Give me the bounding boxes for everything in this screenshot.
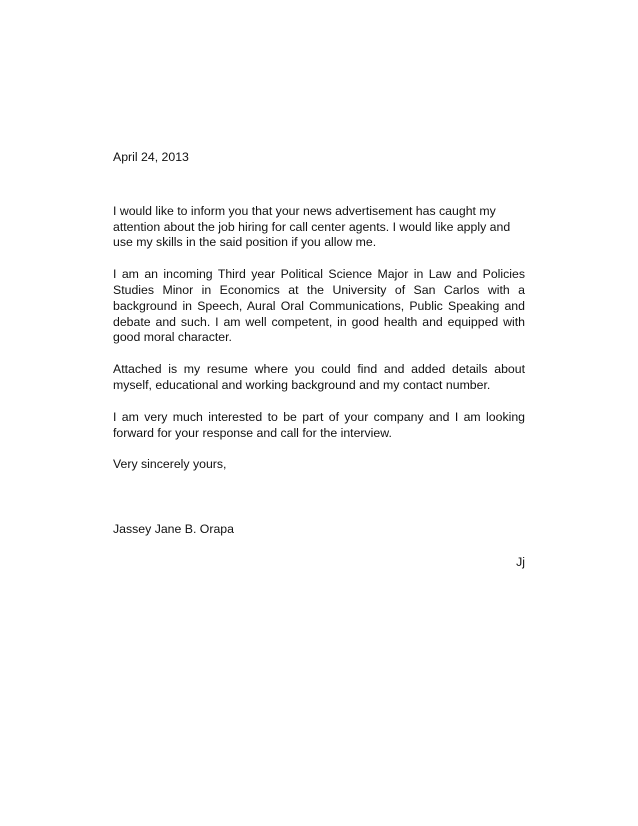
letter-paragraph-intro: I would like to inform you that your news advertisement has caught my attention about the job hiring for call center agents. I would like apply and use my skills in the said position if you allow me. bbox=[113, 203, 511, 250]
letter-paragraph-background: I am an incoming Third year Political Science Major in Law and Policies Studies Minor in Economics at the University of San Carlos with a background in Speech, Aural Oral Communications, Public Speaking and debate and such. I am well competent, in good health and equipped with good moral character. bbox=[113, 267, 525, 345]
letter-closing: Very sincerely yours, bbox=[113, 457, 227, 472]
letter-date: April 24, 2013 bbox=[113, 150, 189, 164]
letter-paragraph-interest: I am very much interested to be part of your company and I am looking forward for your response and call for the interview. bbox=[113, 409, 525, 440]
signature-initials: Jj bbox=[516, 554, 525, 569]
cover-letter bbox=[113, 150, 525, 571]
letter-paragraph-resume: Attached is my resume where you could find and added details about myself, educational and working background and my contact number. bbox=[113, 362, 525, 392]
signature-name: Jassey Jane B. Orapa bbox=[113, 522, 234, 537]
